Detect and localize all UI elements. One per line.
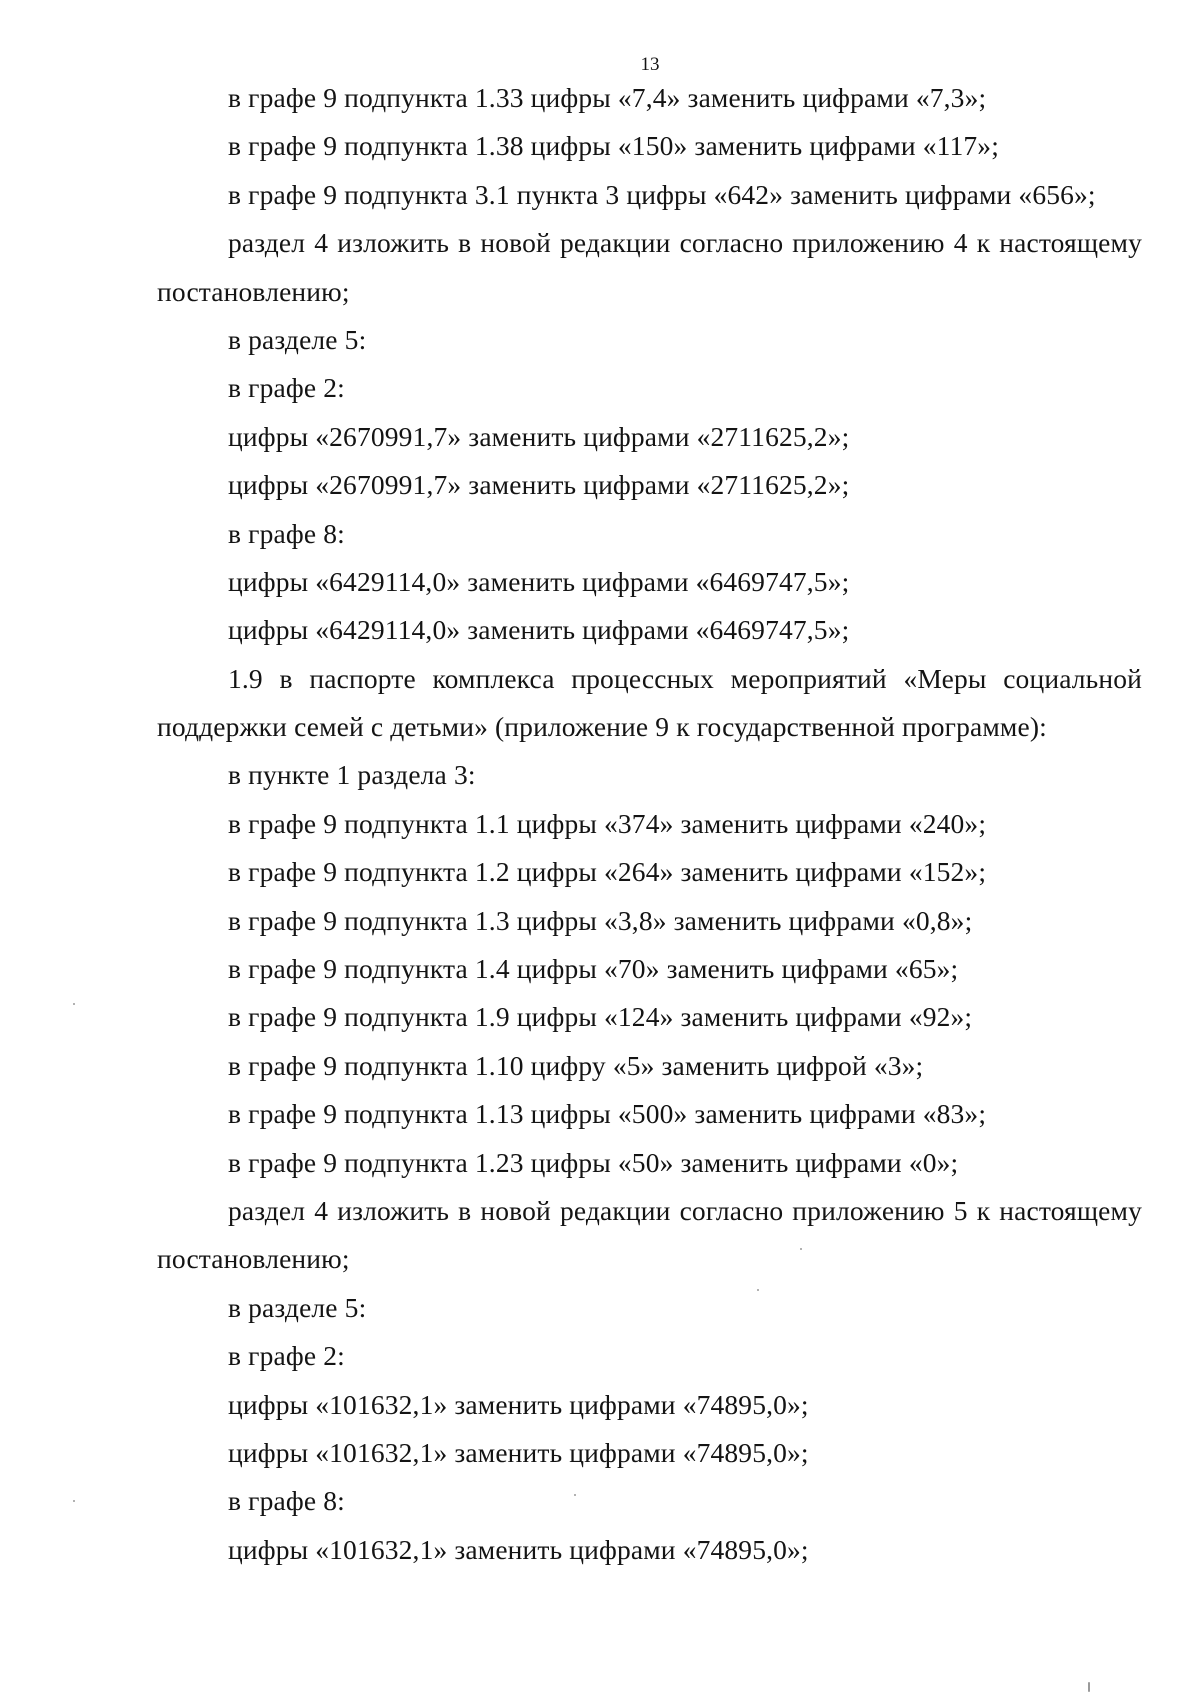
text-line: постановлению; [157,275,350,307]
text-line: цифры «6429114,0» заменить цифрами «6469747,5»; [228,614,850,646]
text-line: цифры «101632,1» заменить цифрами «74895,0»; [228,1533,809,1565]
text-line: в разделе 5: [228,323,367,355]
text-line: раздел 4 изложить в новой редакции согласно приложению 4 к настоящему [228,227,1142,259]
text-line: цифры «2670991,7» заменить цифрами «2711625,2»; [228,469,850,501]
text-line: в графе 2: [228,372,345,404]
text-line: в графе 9 подпункта 1.4 цифры «70» заменить цифрами «65»; [228,953,959,985]
scan-speck [73,1500,75,1502]
scan-speck [800,1248,802,1250]
text-line: в графе 9 подпункта 1.2 цифры «264» заменить цифрами «152»; [228,856,987,888]
text-line: в графе 9 подпункта 3.1 пункта 3 цифры «642» заменить цифрами «656»; [228,178,1096,210]
text-line: в графе 8: [228,517,345,549]
document-body [157,74,1142,1574]
text-line: цифры «6429114,0» заменить цифрами «6469747,5»; [228,565,850,597]
text-line: в графе 9 подпункта 1.10 цифру «5» заменить цифрой «3»; [228,1049,924,1081]
scan-speck [73,1003,75,1005]
text-line: цифры «101632,1» заменить цифрами «74895,0»; [228,1436,809,1468]
text-line: в пункте 1 раздела 3: [228,759,476,791]
text-line: в графе 9 подпункта 1.9 цифры «124» заменить цифрами «92»; [228,1001,973,1033]
text-line: раздел 4 изложить в новой редакции согласно приложению 5 к настоящему [228,1194,1142,1226]
text-line: постановлению; [157,1243,350,1275]
text-line: в графе 2: [228,1340,345,1372]
text-line: 1.9 в паспорте комплекса процессных мероприятий «Меры социальной [228,662,1142,694]
scan-speck [574,1494,576,1496]
text-line: в графе 9 подпункта 1.13 цифры «500» заменить цифрами «83»; [228,1098,987,1130]
text-line: в разделе 5: [228,1291,367,1323]
text-line: в графе 9 подпункта 1.33 цифры «7,4» заменить цифрами «7,3»; [228,82,987,113]
scan-speck [757,1289,759,1291]
text-line: цифры «2670991,7» заменить цифрами «2711625,2»; [228,420,850,452]
page-number: 13 [640,54,660,75]
text-line: поддержки семей с детьми» (приложение 9 к государственной программе): [157,711,1047,743]
text-line: в графе 9 подпункта 1.38 цифры «150» заменить цифрами «117»; [228,130,999,162]
text-line: цифры «101632,1» заменить цифрами «74895,0»; [228,1388,809,1420]
scan-speck [1088,1682,1090,1692]
text-line: в графе 8: [228,1485,345,1517]
text-line: в графе 9 подпункта 1.1 цифры «374» заменить цифрами «240»; [228,807,987,839]
text-line: в графе 9 подпункта 1.23 цифры «50» заменить цифрами «0»; [228,1146,959,1178]
text-line: в графе 9 подпункта 1.3 цифры «3,8» заменить цифрами «0,8»; [228,904,973,936]
